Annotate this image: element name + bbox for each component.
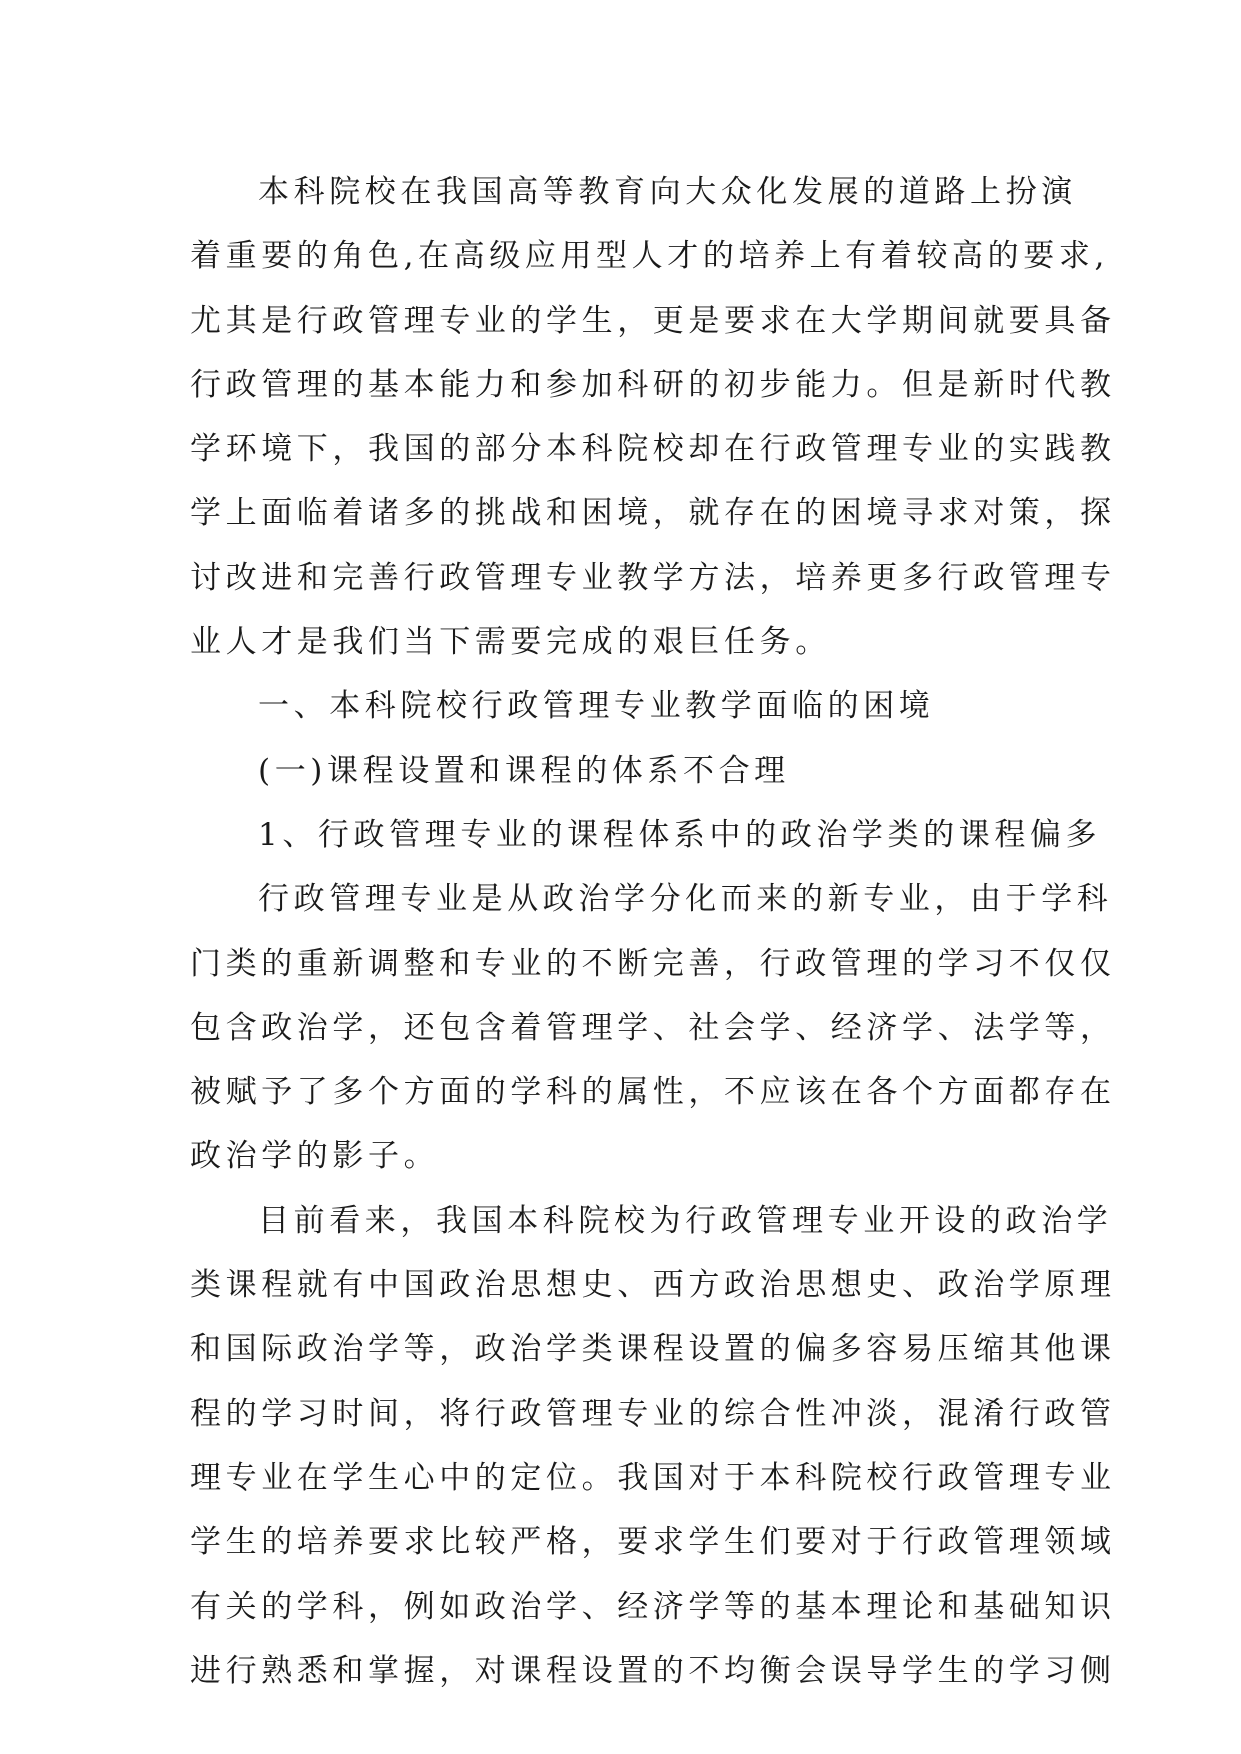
paragraph-line: 行政管理专业是从政治学分化而来的新专业，由于学科 [258,881,1113,918]
paragraph-line: 着重要的角色,在高级应用型人才的培养上有着较高的要求, [190,238,1109,275]
paragraph-line: 有关的学科，例如政治学、经济学等的基本理论和基础知识 [190,1588,1116,1625]
section-heading: 一、本科院校行政管理专业教学面临的困境 [258,688,935,725]
paragraph-line: 目前看来，我国本科院校为行政管理专业开设的政治学 [258,1202,1113,1239]
paragraph-line: 业人才是我们当下需要完成的艰巨任务。 [190,624,831,661]
document-body [190,160,1116,1703]
paragraph-line: 学上面临着诸多的挑战和困境，就存在的困境寻求对策，探 [190,495,1116,532]
paragraph-line: 门类的重新调整和专业的不断完善，行政管理的学习不仅仅 [190,945,1116,982]
paragraph-line: 理专业在学生心中的定位。我国对于本科院校行政管理专业 [190,1459,1116,1496]
paragraph-line: 包含政治学，还包含着管理学、社会学、经济学、法学等， [190,1009,1116,1046]
subsection-heading: (一)课程设置和课程的体系不合理 [258,752,790,789]
paragraph-line: 尤其是行政管理专业的学生，更是要求在大学期间就要具备 [190,302,1116,339]
paragraph-line: 本科院校在我国高等教育向大众化发展的道路上扮演 [258,174,1077,210]
paragraph-line: 进行熟悉和掌握，对课程设置的不均衡会误导学生的学习侧 [190,1652,1116,1689]
paragraph-line: 学环境下，我国的部分本科院校却在行政管理专业的实践教 [190,431,1116,468]
paragraph-line: 讨改进和完善行政管理专业教学方法，培养更多行政管理专 [190,559,1116,596]
subsubsection-heading: 1、行政管理专业的课程体系中的政治学类的课程偏多 [258,816,1102,853]
paragraph-line: 和国际政治学等，政治学类课程设置的偏多容易压缩其他课 [190,1331,1116,1368]
paragraph-line: 学生的培养要求比较严格，要求学生们要对于行政管理领域 [190,1524,1116,1561]
paragraph-line: 行政管理的基本能力和参加科研的初步能力。但是新时代教 [190,366,1116,403]
paragraph-line: 政治学的影子。 [190,1138,440,1175]
paragraph-line: 类课程就有中国政治思想史、西方政治思想史、政治学原理 [190,1267,1116,1304]
paragraph-line: 被赋予了多个方面的学科的属性，不应该在各个方面都存在 [190,1074,1116,1111]
paragraph-line: 程的学习时间，将行政管理专业的综合性冲淡，混淆行政管 [190,1395,1116,1432]
